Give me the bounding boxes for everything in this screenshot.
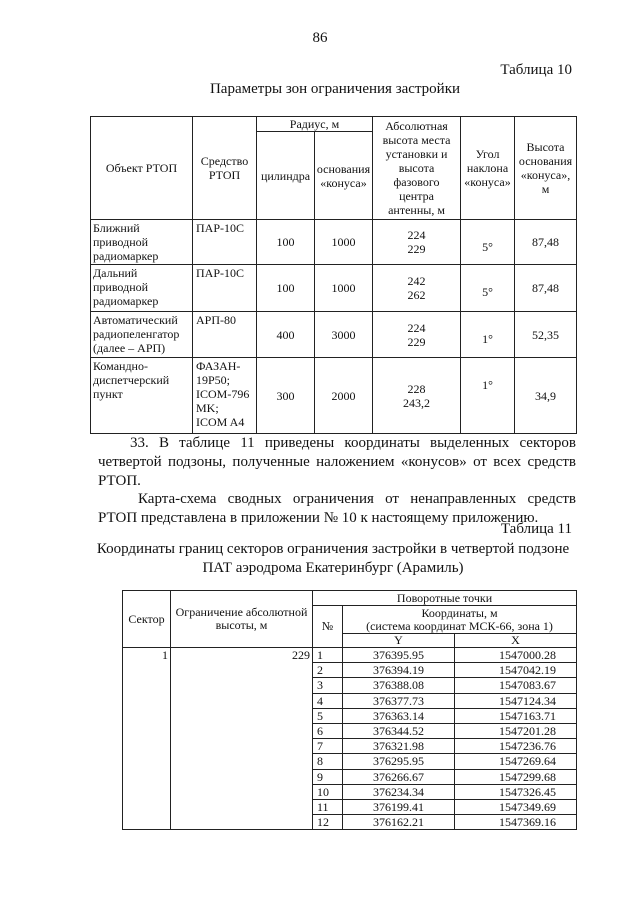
object-cell: Автоматический радиопеленгатор (далее – АРП) — [91, 312, 193, 358]
cylinder-cell: 100 — [257, 220, 315, 265]
paragraph-33 — [98, 434, 576, 491]
point-y-cell: 376162.21 — [343, 815, 455, 830]
paragraph-33-line-2: четвертой подзоны, полученные наложением «конусов» от всех средств — [98, 454, 576, 470]
point-y-cell: 376388.08 — [343, 678, 455, 693]
table-row — [91, 358, 577, 434]
heights-cell: 224 229 — [373, 312, 461, 358]
point-x-cell: 1547042.19 — [455, 663, 577, 678]
point-number-cell: 1 — [313, 648, 343, 663]
base-cell: 34,9 — [515, 358, 577, 434]
header-x: X — [455, 634, 577, 648]
header-y: Y — [343, 634, 455, 648]
point-number-cell: 8 — [313, 754, 343, 769]
point-x-cell: 1547269.64 — [455, 754, 577, 769]
point-number-cell: 10 — [313, 784, 343, 799]
paragraph-map-line-2: РТОП представлена в приложении № 10 к настоящему приложению. — [98, 510, 539, 526]
point-x-cell: 1547349.69 — [455, 800, 577, 815]
point-y-cell: 376394.19 — [343, 663, 455, 678]
header-coordinates: Координаты, м (система координат МСК-66, зона 1) — [343, 606, 577, 634]
cone-cell: 1000 — [315, 220, 373, 265]
header-angle: Угол наклона «конуса» — [461, 117, 515, 220]
paragraph-33-line-1: 33. В таблице 11 приведены координаты выделенных секторов — [130, 435, 576, 451]
cone-cell: 3000 — [315, 312, 373, 358]
tool-cell: ПАР-10С — [193, 220, 257, 265]
point-x-cell: 1547201.28 — [455, 724, 577, 739]
sector-coordinates-table — [122, 590, 577, 830]
table-10-title: Параметры зон ограничения застройки — [209, 81, 461, 97]
header-limit: Ограничение абсолютной высоты, м — [171, 591, 313, 648]
point-number-cell: 5 — [313, 708, 343, 723]
paragraph-33-line-3: РТОП. — [98, 473, 141, 489]
point-y-cell: 376321.98 — [343, 739, 455, 754]
header-sector: Сектор — [123, 591, 171, 648]
table-11-label: Таблица 11 — [500, 521, 572, 537]
cone-cell: 1000 — [315, 265, 373, 312]
point-y-cell: 376266.67 — [343, 769, 455, 784]
table-row — [123, 648, 577, 663]
point-x-cell: 1547163.71 — [455, 708, 577, 723]
angle-cell: 5° — [461, 265, 515, 312]
page-number: 86 — [312, 30, 328, 46]
object-cell: Дальний приводной радиомаркер — [91, 265, 193, 312]
tool-cell: АРП-80 — [193, 312, 257, 358]
point-y-cell: 376234.34 — [343, 784, 455, 799]
point-number-cell: 9 — [313, 769, 343, 784]
point-y-cell: 376395.95 — [343, 648, 455, 663]
point-x-cell: 1547236.76 — [455, 739, 577, 754]
point-y-cell: 376344.52 — [343, 724, 455, 739]
point-x-cell: 1547083.67 — [455, 678, 577, 693]
point-x-cell: 1547369.16 — [455, 815, 577, 830]
heights-cell: 224 229 — [373, 220, 461, 265]
angle-cell: 1° — [461, 312, 515, 358]
header-cylinder: цилиндра — [257, 132, 315, 220]
rtop-parameters-table — [90, 116, 577, 434]
heights-cell: 242 262 — [373, 265, 461, 312]
object-cell: Ближний приводной радиомаркер — [91, 220, 193, 265]
heights-cell: 228 243,2 — [373, 358, 461, 434]
point-y-cell: 376295.95 — [343, 754, 455, 769]
header-cone: основания «конуса» — [315, 132, 373, 220]
point-x-cell: 1547299.68 — [455, 769, 577, 784]
point-number-cell: 4 — [313, 693, 343, 708]
tool-cell: ФАЗАН- 19Р50; ICOM-796 MK; ICOM A4 — [193, 358, 257, 434]
cylinder-cell: 300 — [257, 358, 315, 434]
header-object: Объект РТОП — [91, 117, 193, 220]
header-number: № — [313, 606, 343, 648]
limit-cell: 229 — [171, 648, 313, 830]
angle-cell: 5° — [461, 220, 515, 265]
sector-cell: 1 — [123, 648, 171, 830]
table-11-title-line-1: Координаты границ секторов ограничения застройки в четвертой подзоне — [96, 541, 570, 557]
header-tool: Средство РТОП — [193, 117, 257, 220]
header-base-height: Высота основания «конуса», м — [515, 117, 577, 220]
base-cell: 87,48 — [515, 220, 577, 265]
table-row — [91, 312, 577, 358]
point-number-cell: 12 — [313, 815, 343, 830]
header-abs-height: Абсолютная высота места установки и высота фазового центра антенны, м — [373, 117, 461, 220]
paragraph-map-line-1: Карта-схема сводных ограничения от ненаправленных средств — [138, 491, 576, 507]
point-number-cell: 7 — [313, 739, 343, 754]
table-row — [91, 220, 577, 265]
point-y-cell: 376199.41 — [343, 800, 455, 815]
point-number-cell: 6 — [313, 724, 343, 739]
point-x-cell: 1547124.34 — [455, 693, 577, 708]
cylinder-cell: 400 — [257, 312, 315, 358]
header-turning-points: Поворотные точки — [313, 591, 577, 606]
point-y-cell: 376363.14 — [343, 708, 455, 723]
angle-cell: 1° — [461, 358, 515, 434]
cylinder-cell: 100 — [257, 265, 315, 312]
table-10-label: Таблица 10 — [500, 62, 572, 78]
base-cell: 87,48 — [515, 265, 577, 312]
base-cell: 52,35 — [515, 312, 577, 358]
table-11-title-line-2: ПАТ аэродрома Екатеринбург (Арамиль) — [202, 560, 464, 576]
point-y-cell: 376377.73 — [343, 693, 455, 708]
table-row — [91, 265, 577, 312]
point-number-cell: 11 — [313, 800, 343, 815]
header-radius: Радиус, м — [257, 117, 373, 132]
table-11-title — [90, 540, 576, 578]
point-number-cell: 2 — [313, 663, 343, 678]
point-number-cell: 3 — [313, 678, 343, 693]
point-x-cell: 1547326.45 — [455, 784, 577, 799]
cone-cell: 2000 — [315, 358, 373, 434]
point-x-cell: 1547000.28 — [455, 648, 577, 663]
object-cell: Командно- диспетчерский пункт — [91, 358, 193, 434]
tool-cell: ПАР-10С — [193, 265, 257, 312]
